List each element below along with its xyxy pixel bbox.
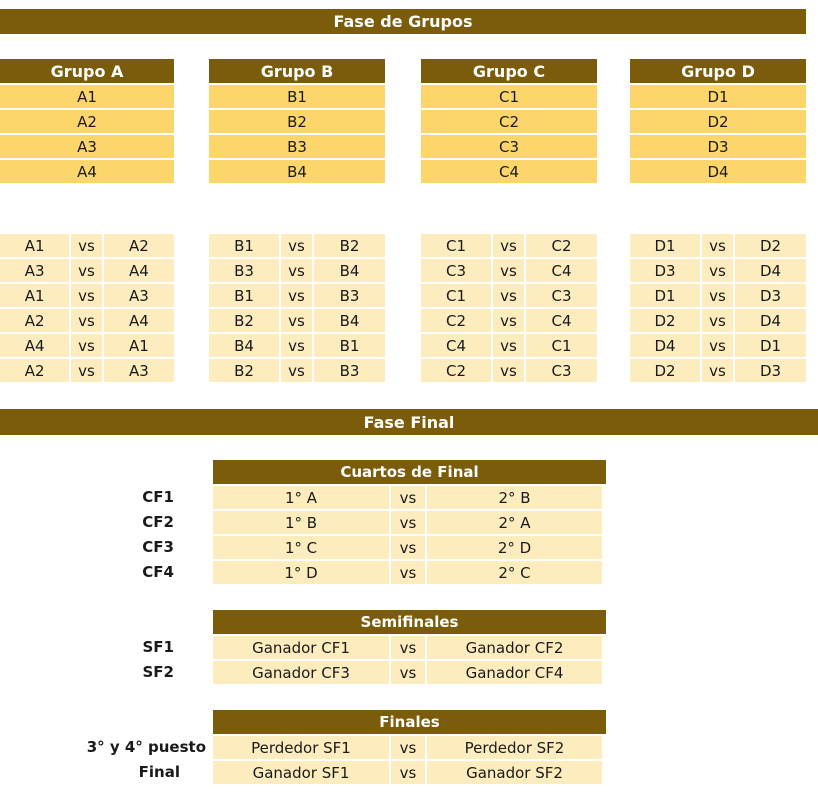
fixture-vs: vs <box>391 511 425 534</box>
fixture-home: 1° A <box>213 486 389 509</box>
match-home: A3 <box>0 259 69 282</box>
match-vs: vs <box>281 334 312 357</box>
match-row <box>0 284 174 307</box>
match-away: A1 <box>104 334 174 357</box>
group-c-table <box>421 59 597 183</box>
match-home: B2 <box>209 359 279 382</box>
match-row <box>209 334 385 357</box>
match-label: 3° y 4° puesto <box>86 737 206 756</box>
match-row <box>630 259 806 282</box>
match-home: D4 <box>630 334 700 357</box>
match-vs: vs <box>493 309 524 332</box>
match-vs: vs <box>281 309 312 332</box>
fixture-vs: vs <box>391 561 425 584</box>
match-row <box>421 259 597 282</box>
round-header: Cuartos de Final <box>213 460 606 484</box>
match-vs: vs <box>493 359 524 382</box>
match-away: A2 <box>104 234 174 257</box>
match-away: D3 <box>735 284 806 307</box>
match-vs: vs <box>493 284 524 307</box>
match-row <box>0 234 174 257</box>
fixture-row <box>213 511 606 534</box>
match-vs: vs <box>281 234 312 257</box>
fixture-row <box>213 761 606 784</box>
fixture-away: 2° B <box>427 486 602 509</box>
match-home: C4 <box>421 334 491 357</box>
match-label: CF4 <box>142 562 174 581</box>
match-away: B4 <box>314 259 385 282</box>
match-away: D4 <box>735 259 806 282</box>
match-away: D3 <box>735 359 806 382</box>
match-away: A4 <box>104 259 174 282</box>
match-home: A1 <box>0 284 69 307</box>
match-vs: vs <box>493 259 524 282</box>
match-row <box>421 284 597 307</box>
team-cell: C3 <box>421 135 597 158</box>
match-away: B3 <box>314 359 385 382</box>
match-row <box>0 359 174 382</box>
team-cell: B2 <box>209 110 385 133</box>
match-label: CF2 <box>142 512 174 531</box>
fixture-vs: vs <box>391 636 425 659</box>
group-d-matches <box>630 234 806 384</box>
match-home: C2 <box>421 309 491 332</box>
match-home: D2 <box>630 309 700 332</box>
match-vs: vs <box>702 259 733 282</box>
match-away: C4 <box>526 259 597 282</box>
group-header: Grupo B <box>209 59 385 83</box>
match-vs: vs <box>71 234 102 257</box>
fixture-vs: vs <box>391 661 425 684</box>
fixture-row <box>213 561 606 584</box>
match-home: B1 <box>209 284 279 307</box>
match-home: B2 <box>209 309 279 332</box>
match-home: B3 <box>209 259 279 282</box>
semifinal-labels <box>40 635 174 685</box>
team-cell: C4 <box>421 160 597 183</box>
final-phase-title: Fase Final <box>0 409 818 435</box>
match-row <box>630 284 806 307</box>
match-label: CF1 <box>142 487 174 506</box>
match-row <box>421 359 597 382</box>
match-vs: vs <box>493 234 524 257</box>
match-home: A2 <box>0 309 69 332</box>
group-header: Grupo D <box>630 59 806 83</box>
match-row <box>209 309 385 332</box>
fixture-home: Ganador SF1 <box>213 761 389 784</box>
match-row <box>0 309 174 332</box>
match-away: A4 <box>104 309 174 332</box>
match-home: C2 <box>421 359 491 382</box>
match-away: C4 <box>526 309 597 332</box>
match-vs: vs <box>702 234 733 257</box>
match-home: C3 <box>421 259 491 282</box>
match-away: C2 <box>526 234 597 257</box>
final-labels <box>40 735 206 785</box>
match-away: B2 <box>314 234 385 257</box>
fixture-row <box>213 636 606 659</box>
fixture-vs: vs <box>391 736 425 759</box>
match-row <box>630 334 806 357</box>
match-row <box>209 359 385 382</box>
fixture-away: Perdedor SF2 <box>427 736 602 759</box>
team-cell: B4 <box>209 160 385 183</box>
fixture-vs: vs <box>391 536 425 559</box>
match-vs: vs <box>702 309 733 332</box>
match-vs: vs <box>71 284 102 307</box>
match-vs: vs <box>71 334 102 357</box>
team-cell: B1 <box>209 85 385 108</box>
team-cell: A3 <box>0 135 174 158</box>
match-vs: vs <box>493 334 524 357</box>
group-d-table <box>630 59 806 183</box>
fixture-row <box>213 486 606 509</box>
match-away: C3 <box>526 284 597 307</box>
fixture-away: Ganador CF4 <box>427 661 602 684</box>
match-home: C1 <box>421 284 491 307</box>
team-cell: C2 <box>421 110 597 133</box>
match-home: B4 <box>209 334 279 357</box>
match-label: SF2 <box>142 662 174 681</box>
round-header: Semifinales <box>213 610 606 634</box>
group-phase-title: Fase de Grupos <box>0 9 806 34</box>
match-row <box>630 359 806 382</box>
group-header: Grupo A <box>0 59 174 83</box>
match-home: D2 <box>630 359 700 382</box>
match-row <box>209 234 385 257</box>
match-row <box>0 259 174 282</box>
match-row <box>0 334 174 357</box>
team-cell: A4 <box>0 160 174 183</box>
match-away: C3 <box>526 359 597 382</box>
fixture-home: 1° D <box>213 561 389 584</box>
fixture-away: 2° C <box>427 561 602 584</box>
match-away: D4 <box>735 309 806 332</box>
team-cell: D1 <box>630 85 806 108</box>
match-away: C1 <box>526 334 597 357</box>
fixture-home: 1° B <box>213 511 389 534</box>
group-header: Grupo C <box>421 59 597 83</box>
match-vs: vs <box>702 359 733 382</box>
fixture-away: 2° A <box>427 511 602 534</box>
team-cell: D2 <box>630 110 806 133</box>
fixture-vs: vs <box>391 761 425 784</box>
fixture-home: Ganador CF3 <box>213 661 389 684</box>
match-vs: vs <box>281 284 312 307</box>
fixture-away: Ganador SF2 <box>427 761 602 784</box>
fixture-vs: vs <box>391 486 425 509</box>
group-b-matches <box>209 234 385 384</box>
match-row <box>209 259 385 282</box>
match-home: C1 <box>421 234 491 257</box>
team-cell: D4 <box>630 160 806 183</box>
match-away: B3 <box>314 284 385 307</box>
match-row <box>209 284 385 307</box>
match-away: B1 <box>314 334 385 357</box>
team-cell: B3 <box>209 135 385 158</box>
quarterfinal-labels <box>40 485 174 585</box>
round-header: Finales <box>213 710 606 734</box>
match-home: A1 <box>0 234 69 257</box>
fixture-away: 2° D <box>427 536 602 559</box>
match-label: CF3 <box>142 537 174 556</box>
group-a-table <box>0 59 174 183</box>
match-home: A2 <box>0 359 69 382</box>
match-vs: vs <box>281 359 312 382</box>
match-away: A3 <box>104 284 174 307</box>
match-away: B4 <box>314 309 385 332</box>
quarterfinals-table <box>213 460 606 586</box>
fixture-row <box>213 661 606 684</box>
team-cell: C1 <box>421 85 597 108</box>
team-cell: D3 <box>630 135 806 158</box>
match-home: D1 <box>630 284 700 307</box>
match-away: D1 <box>735 334 806 357</box>
match-vs: vs <box>281 259 312 282</box>
match-label: Final <box>138 762 180 781</box>
match-row <box>630 309 806 332</box>
match-row <box>421 234 597 257</box>
match-home: B1 <box>209 234 279 257</box>
match-vs: vs <box>71 309 102 332</box>
group-c-matches <box>421 234 597 384</box>
semifinals-table <box>213 610 606 686</box>
match-vs: vs <box>702 284 733 307</box>
match-away: A3 <box>104 359 174 382</box>
match-vs: vs <box>71 259 102 282</box>
team-cell: A1 <box>0 85 174 108</box>
match-home: A4 <box>0 334 69 357</box>
team-cell: A2 <box>0 110 174 133</box>
match-away: D2 <box>735 234 806 257</box>
match-home: D1 <box>630 234 700 257</box>
match-home: D3 <box>630 259 700 282</box>
fixture-home: Ganador CF1 <box>213 636 389 659</box>
fixture-row <box>213 736 606 759</box>
match-row <box>630 234 806 257</box>
fixture-away: Ganador CF2 <box>427 636 602 659</box>
match-label: SF1 <box>142 637 174 656</box>
fixture-home: 1° C <box>213 536 389 559</box>
match-row <box>421 309 597 332</box>
fixture-home: Perdedor SF1 <box>213 736 389 759</box>
finals-table <box>213 710 606 786</box>
group-a-matches <box>0 234 174 384</box>
match-vs: vs <box>71 359 102 382</box>
match-vs: vs <box>702 334 733 357</box>
group-b-table <box>209 59 385 183</box>
match-row <box>421 334 597 357</box>
fixture-row <box>213 536 606 559</box>
